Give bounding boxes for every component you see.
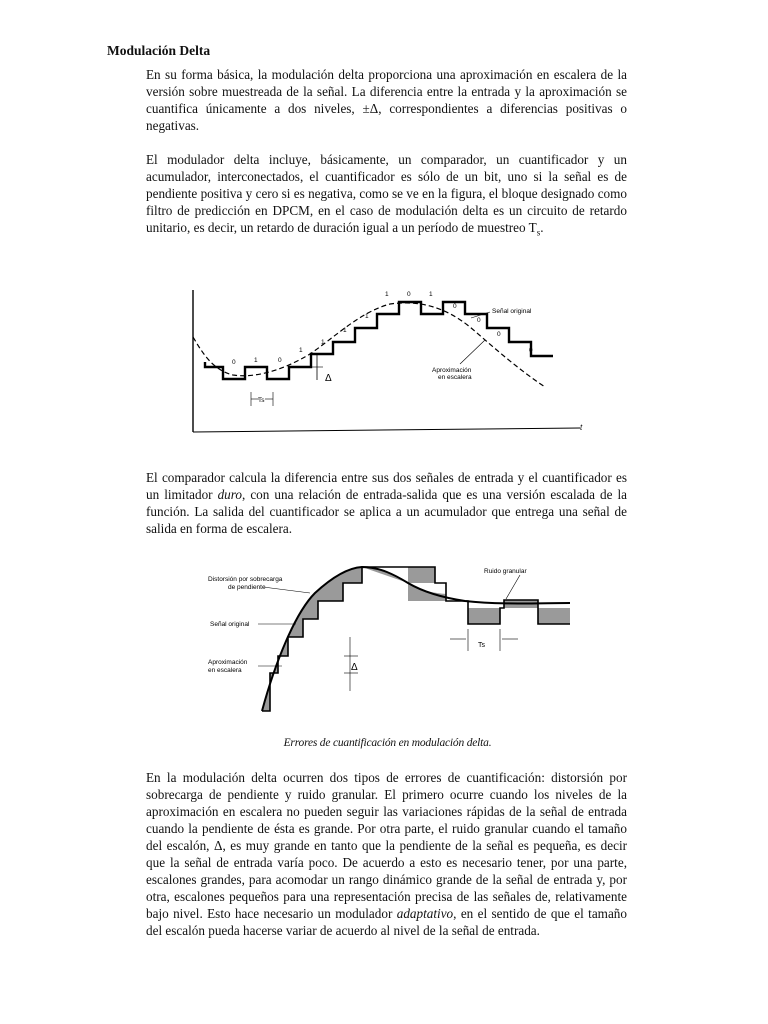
figure-caption: Errores de cuantificación en modulación delta. xyxy=(283,737,492,749)
label-delta: Δ xyxy=(325,373,332,384)
paragraph-intro: En su forma básica, la modulación delta proporciona una aproximación en escalera de la versión sobre muestreada de la señal. La diferencia entre la entrada y la aproximación se cuantifica únicamente a dos niveles, ±Δ, correspondientes a diferencias positivas o negativas. xyxy=(146,67,627,133)
paragraph-comparator-part1: El comparador calcula la diferencia entre sus dos señales de entrada y el cuantificador es un limitador xyxy=(146,470,627,502)
bit-label: 0 xyxy=(529,347,533,354)
bit-label: 0 xyxy=(232,359,236,366)
label-approx-line1: Aproximación xyxy=(432,367,472,374)
label-approx-line2: en escalera xyxy=(438,374,472,381)
paragraph-modulator-end: . xyxy=(540,220,544,235)
bit-label: 1 xyxy=(343,327,347,334)
paragraph-modulator xyxy=(146,151,627,242)
staircase-figure xyxy=(185,282,595,440)
bit-label: 1 xyxy=(299,347,303,354)
bit-label: 0 xyxy=(477,317,481,324)
paragraph-errors-em: adaptativo xyxy=(396,906,454,921)
paragraph-errors-part1: En la modulación delta ocurren dos tipos de errores de cuantificación: distorsión por sobrecarga de pendiente y ruido granular. El primero ocurre cuando los niveles de la aproximación en escalera no pueden seguir las variaciones rápidas de la señal de entrada cuando la pendiente de ésta es grande. Por otra parte, el ruido granular cuando el tamaño del escalón, Δ, es muy grande en tanto que la pendiente de la señal es pequeña, es decir que la señal de entrada varía poco. De acuerdo a esto es necesario tener, por una parte, escalones grandes, para acomodar un rango dinámico grande de la señal de entrada y, por otra, escalones pequeños para una representación precisa de las señales de, relativamente bajo nivel. Esto hace necesario un modulador xyxy=(146,770,627,921)
page-title: Modulación Delta xyxy=(107,43,211,58)
paragraph-errors-part2: , en el sentido de que el tamaño del escalón pueda hacerse variar de acuerdo al nivel de la señal de entrada. xyxy=(146,906,627,938)
label-t: t xyxy=(580,423,583,432)
bit-label: 0 xyxy=(497,331,501,338)
label-approx-line1: Aproximación xyxy=(208,659,248,666)
label-slope-line2: de pendiente xyxy=(228,584,266,591)
bit-label: 1 xyxy=(365,313,369,320)
label-original-signal: Señal original xyxy=(210,621,250,628)
label-delta: Δ xyxy=(351,662,358,673)
paragraph-modulator-text: El modulador delta incluye, básicamente, un comparador, un cuantificador y un acumulador, interconectados, el cuantificador es sólo de un bit, uno si la señal es de pendiente positiva y cero si es negativa, como se ve en la figura, el bloque designado como filtro de predicción en DPCM, en el caso de modulación delta es un circuito de retardo unitario, es decir, un retardo de duración igual a un período de muestreo T xyxy=(146,152,627,235)
label-ts: Ts xyxy=(258,397,265,404)
bit-label: 0 xyxy=(453,303,457,310)
label-approx-line2: en escalera xyxy=(208,667,242,674)
bit-label: 1 xyxy=(254,357,258,364)
bit-label: 1 xyxy=(429,291,433,298)
label-original-signal: Señal original xyxy=(492,308,532,315)
paragraph-comparator xyxy=(146,469,627,537)
bit-label: 0 xyxy=(278,357,282,364)
subscript-s: s xyxy=(536,227,541,238)
bit-label: 1 xyxy=(321,339,325,346)
bit-label: 0 xyxy=(407,291,411,298)
bit-label: 1 xyxy=(385,291,389,298)
quantization-errors-figure xyxy=(200,553,575,723)
granular-region xyxy=(468,608,500,624)
paragraph-comparator-em: duro xyxy=(217,487,243,502)
slope-leader xyxy=(263,587,310,593)
paragraph-errors xyxy=(146,769,627,939)
label-slope-line1: Distorsión por sobrecarga xyxy=(208,576,283,583)
label-ts: Ts xyxy=(478,642,485,649)
x-axis xyxy=(193,428,580,432)
paragraph-comparator-part2: , con una relación de entrada-salida que es una versión escalada de la función. La salida del cuantificador se aplica a un acumulador que entrega una señal de salida en forma de escalera. xyxy=(146,487,627,536)
approx-leader xyxy=(460,340,485,364)
granular-leader xyxy=(506,575,520,599)
label-granular-noise: Ruido granular xyxy=(484,568,527,575)
